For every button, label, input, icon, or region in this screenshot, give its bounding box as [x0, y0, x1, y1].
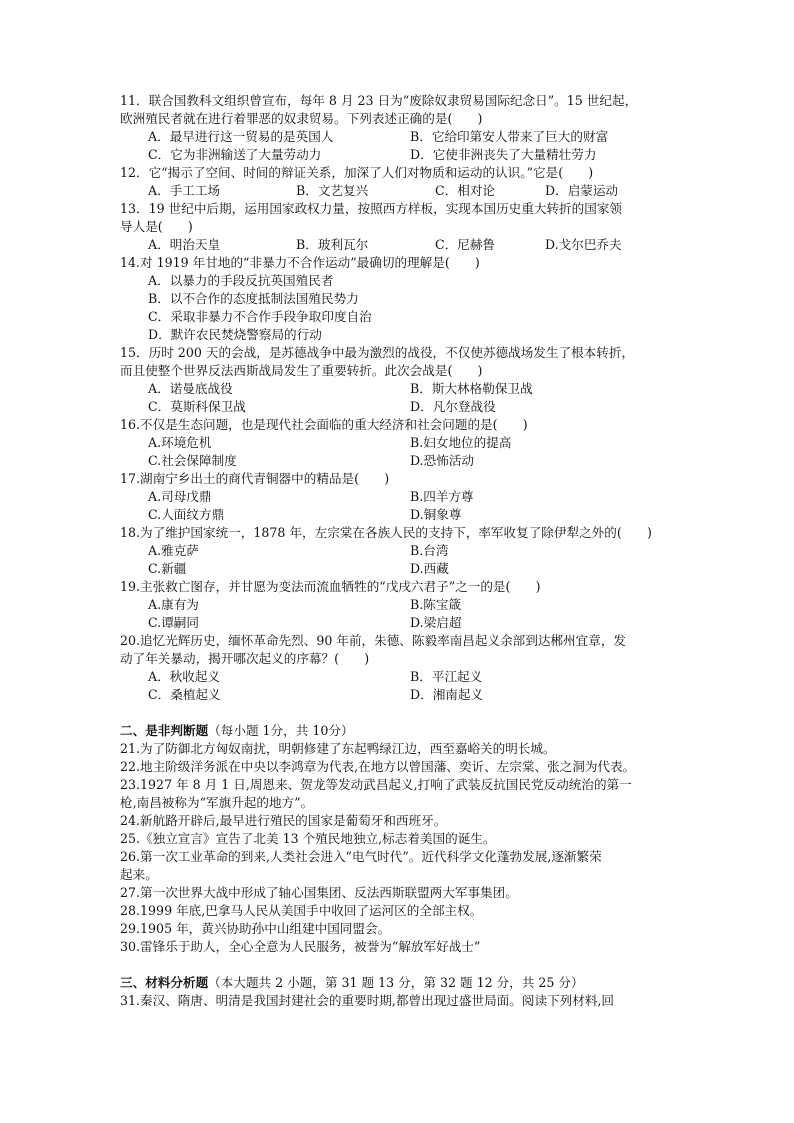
q14-stem: 14.对 1919 年甘地的“非暴力不合作运动”最确切的理解是( ) [120, 255, 480, 270]
q12-option-b: B．文艺复兴 [296, 183, 369, 198]
section3-title: 三、材料分析题 [120, 975, 209, 990]
q18-option-d: D.西藏 [410, 561, 449, 576]
q15-option-c: C．莫斯科保卫战 [148, 399, 246, 414]
q20-stem: 20.追忆光辉历史，缅怀革命先烈、90 年前，朱德、陈毅率南昌起义余部到达郴州宜章，发 [120, 633, 627, 648]
q11-option-c: C．它为非洲输送了大量劳动力 [148, 147, 322, 162]
q13-stem-cont: 导人是( ) [120, 219, 193, 234]
q14-option-a: A．以暴力的手段反抗英国殖民者 [148, 273, 334, 288]
q19-option-c: C.谭嗣同 [148, 615, 199, 630]
section-spacer [120, 956, 680, 974]
q19-option-d: D.梁启超 [410, 615, 462, 630]
section3-heading [120, 974, 680, 992]
q16-option-c: C.社会保障制度 [148, 453, 237, 468]
q20-option-c: C．桑植起义 [148, 687, 221, 702]
q14-option-d: D．默许农民焚烧警察局的行动 [148, 327, 322, 342]
q18-option-a: A.雅克萨 [148, 543, 199, 558]
judgment-item: 30.雷锋乐于助人，全心全意为人民服务，被誉为“解放军好战士” [120, 939, 481, 954]
q16-options-row1 [120, 434, 680, 452]
section2-note: （每小题 1分，共 10分） [208, 723, 354, 738]
q12-option-c: C．相对论 [435, 183, 496, 198]
q18-stem: 18.为了维护国家统一，1878 年，左宗棠在各族人民的支持下，率军收复了除伊犁之外的( ) [120, 525, 652, 540]
q18-options-row1 [120, 542, 680, 560]
q14-option-c: C．采取非暴力不合作手段争取印度自治 [148, 309, 372, 324]
judgment-item-cont: 枪,南昌被称为“军旗升起的地方”。 [120, 795, 314, 810]
q19-options-row2 [120, 614, 680, 632]
q11-stem-cont: 欧洲殖民者就在进行着罪恶的奴隶贸易。下列表述正确的是( ) [120, 111, 483, 126]
judgment-item-cont: 起来。 [120, 867, 158, 882]
q16-options-row2 [120, 452, 680, 470]
q18-options-row2 [120, 560, 680, 578]
q18-option-c: C.新疆 [148, 561, 187, 576]
q20-option-b: B．平江起义 [410, 669, 483, 684]
q17-option-c: C.人面纹方鼎 [148, 507, 225, 522]
judgment-item: 24.新航路开辟后,最早进行殖民的国家是葡萄牙和西班牙。 [120, 813, 447, 828]
judgment-item: 22.地主阶级洋务派在中央以李鸿章为代表,在地方以曾国藩、奕䜣、左宗棠、张之洞为代表。 [120, 759, 636, 774]
q20-option-d: D．湘南起义 [410, 687, 484, 702]
section-spacer [120, 704, 680, 722]
q15-options-row2 [120, 398, 680, 416]
q19-stem: 19.主张救亡图存，并甘愿为变法而流血牺牲的“戊戌六君子”之一的是( ) [120, 579, 541, 594]
q12-stem: 12．它“揭示了空间、时间的辩证关系，加深了人们对物质和运动的认识。”它是( ) [120, 165, 594, 180]
q17-option-d: D.铜象尊 [410, 507, 462, 522]
judgment-item: 23.1927 年 8 月 1 日,周恩来、贺龙等发动武昌起义,打响了武装反抗国民党反动统治的第一 [120, 777, 632, 792]
q19-option-a: A.康有为 [148, 597, 199, 612]
judgment-item: 25.《独立宣言》宣告了北美 13 个殖民地独立,标志着美国的诞生。 [120, 831, 496, 846]
q20-options-row2 [120, 686, 680, 704]
q16-option-d: D.恐怖活动 [410, 453, 475, 468]
q31-stem: 31.秦汉、隋唐、明清是我国封建社会的重要时期,都曾出现过盛世局面。阅读下列材料,回 [120, 993, 615, 1008]
q16-stem: 16.不仅是生态问题，也是现代社会面临的重大经济和社会问题的是( ) [120, 417, 528, 432]
q11-option-d: D．它使非洲丧失了大量精壮劳力 [410, 147, 597, 162]
judgment-item: 29.1905 年，黄兴协助孙中山组建中国同盟会。 [120, 921, 391, 936]
q11-options-row2 [120, 146, 680, 164]
q17-option-b: B.四羊方尊 [410, 489, 474, 504]
judgment-item: 21.为了防御北方匈奴南扰，明朝修建了东起鸭绿江边，西至嘉峪关的明长城。 [120, 741, 556, 756]
q17-options-row2 [120, 506, 680, 524]
q18-option-b: B.台湾 [410, 543, 449, 558]
q11-options-row1 [120, 128, 680, 146]
q12-option-d: D．启蒙运动 [545, 183, 619, 198]
q16-option-b: B.妇女地位的提高 [410, 435, 512, 450]
exam-page [120, 92, 680, 1010]
section3-note: （本大题共 2 小题，第 31 题 13 分，第 32 题 12 分，共 25 分） [208, 975, 584, 990]
q15-option-b: B．斯大林格勒保卫战 [410, 381, 533, 396]
q13-option-c: C．尼赫鲁 [435, 237, 496, 252]
q15-option-d: D．凡尔登战役 [410, 399, 496, 414]
q17-option-a: A.司母戊鼎 [148, 489, 212, 504]
q19-option-b: B.陈宝箴 [410, 597, 462, 612]
judgment-item: 26.第一次工业革命的到来,人类社会进入“电气时代”。近代科学文化蓬勃发展,逐渐繁荣 [120, 849, 602, 864]
q13-option-a: A．明治天皇 [148, 237, 221, 252]
q14-option-b: B．以不合作的态度抵制法国殖民势力 [148, 291, 359, 306]
q15-options-row1 [120, 380, 680, 398]
judgment-item: 27.第一次世界大战中形成了轴心国集团、反法西斯联盟两大军事集团。 [120, 885, 518, 900]
q11-option-a: A．最早进行这一贸易的是英国人 [148, 129, 334, 144]
judgment-item: 28.1999 年底,巴拿马人民从美国手中收回了运河区的全部主权。 [120, 903, 483, 918]
section2-heading [120, 722, 680, 740]
q15-option-a: A．诺曼底战役 [148, 381, 233, 396]
q12-options [120, 182, 680, 200]
q13-option-b: B．玻利瓦尔 [296, 237, 369, 252]
q15-stem: 15．历时 200 天的会战，是苏德战争中最为激烈的战役，不仅使苏德战场发生了根本转折， [120, 345, 635, 360]
q12-option-a: A．手工工场 [148, 183, 221, 198]
q20-stem-cont: 动了年关暴动，揭开哪次起义的序幕？( ) [120, 651, 370, 666]
q17-options-row1 [120, 488, 680, 506]
q13-stem: 13．19 世纪中后期，运用国家政权力量，按照西方样板，实现本国历史重大转折的国家领 [120, 201, 623, 216]
q20-options-row1 [120, 668, 680, 686]
q15-stem-cont: 而且使整个世界反法西斯战局发生了重要转折。此次会战是( ) [120, 363, 483, 378]
q13-options [120, 236, 680, 254]
q16-option-a: A.环境危机 [148, 435, 212, 450]
q11-option-b: B．它给印第安人带来了巨大的财富 [410, 129, 609, 144]
q11-stem: 11．联合国教科文组织曾宣布，每年 8 月 23 日为“废除奴隶贸易国际纪念日”。15 世纪起， [120, 93, 638, 108]
q17-stem: 17.湖南宁乡出土的商代青铜器中的精品是( ) [120, 471, 390, 486]
q20-option-a: A．秋收起义 [148, 669, 221, 684]
q19-options-row1 [120, 596, 680, 614]
q13-option-d: D.戈尔巴乔夫 [545, 237, 622, 252]
section2-title: 二、是非判断题 [120, 723, 209, 738]
